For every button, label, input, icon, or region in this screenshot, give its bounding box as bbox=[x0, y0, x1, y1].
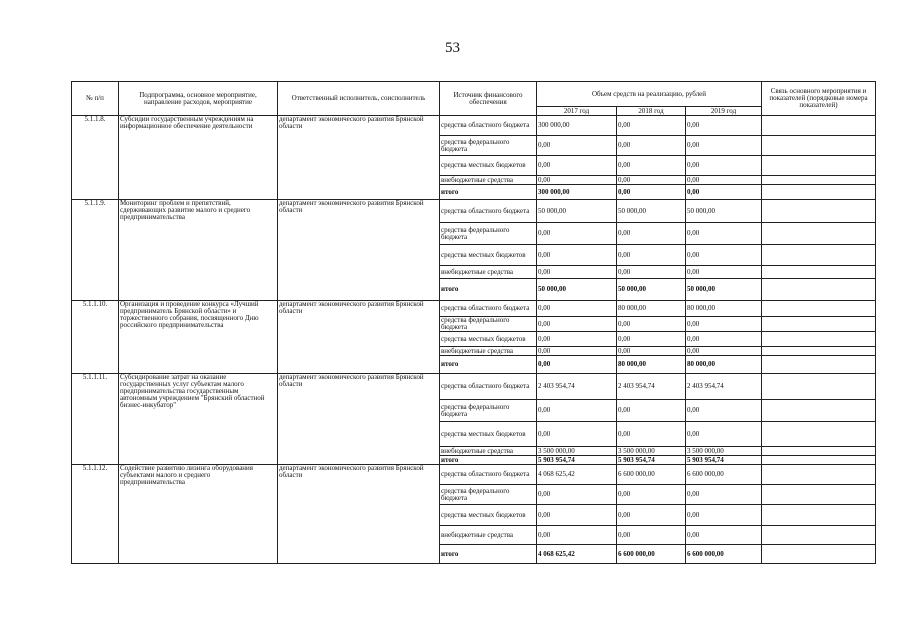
funding-source: средства областного бюджета bbox=[440, 301, 537, 317]
budget-table bbox=[71, 81, 876, 564]
amount-cell: 0,00 bbox=[686, 332, 762, 347]
amount-cell: 6 600 000,00 bbox=[686, 545, 762, 564]
link-cell bbox=[762, 456, 876, 465]
link-cell bbox=[762, 447, 876, 456]
funding-source: итого bbox=[440, 456, 537, 465]
funding-source: средства федерального бюджета bbox=[440, 136, 537, 156]
amount-cell: 4 068 625,42 bbox=[537, 465, 617, 485]
amount-cell: 3 500 000,00 bbox=[617, 447, 686, 456]
link-cell bbox=[762, 545, 876, 564]
funding-source: средства местных бюджетов bbox=[440, 156, 537, 176]
amount-cell: 3 500 000,00 bbox=[537, 447, 617, 456]
amount-cell: 2 403 954,74 bbox=[617, 374, 686, 400]
link-cell bbox=[762, 136, 876, 156]
amount-cell: 0,00 bbox=[686, 266, 762, 279]
funding-source: итого bbox=[440, 545, 537, 564]
link-cell bbox=[762, 185, 876, 200]
funding-source: средства федерального бюджета bbox=[440, 317, 537, 332]
program-name: Содействие развитию лизинга оборудования субъектами малого и среднего предпринимательства bbox=[119, 465, 278, 564]
funding-source: средства областного бюджета bbox=[440, 374, 537, 400]
amount-cell: 50 000,00 bbox=[686, 279, 762, 301]
funding-source: итого bbox=[440, 279, 537, 301]
amount-cell: 0,00 bbox=[537, 317, 617, 332]
link-cell bbox=[762, 317, 876, 332]
amount-cell: 0,00 bbox=[537, 266, 617, 279]
amount-cell: 0,00 bbox=[617, 485, 686, 505]
funding-source: итого bbox=[440, 185, 537, 200]
funding-source: средства федерального бюджета bbox=[440, 485, 537, 505]
amount-cell: 50 000,00 bbox=[537, 200, 617, 223]
header-program: Подпрограмма, основное мероприятие, направление расходов, мероприятие bbox=[119, 82, 278, 116]
amount-cell: 5 903 954,74 bbox=[617, 456, 686, 465]
amount-cell: 0,00 bbox=[686, 485, 762, 505]
amount-cell: 0,00 bbox=[537, 526, 617, 545]
amount-cell: 50 000,00 bbox=[617, 279, 686, 301]
link-cell bbox=[762, 245, 876, 266]
table-row bbox=[72, 465, 876, 485]
amount-cell: 0,00 bbox=[537, 332, 617, 347]
funding-source: внебюджетные средства bbox=[440, 266, 537, 279]
amount-cell: 0,00 bbox=[686, 347, 762, 356]
amount-cell: 0,00 bbox=[617, 505, 686, 526]
table-body bbox=[72, 116, 876, 564]
amount-cell: 5 903 954,74 bbox=[537, 456, 617, 465]
amount-cell: 50 000,00 bbox=[617, 200, 686, 223]
table-row bbox=[72, 374, 876, 400]
funding-source: внебюджетные средства bbox=[440, 176, 537, 185]
amount-cell: 0,00 bbox=[537, 176, 617, 185]
amount-cell: 0,00 bbox=[686, 245, 762, 266]
link-cell bbox=[762, 332, 876, 347]
amount-cell: 0,00 bbox=[537, 245, 617, 266]
amount-cell: 0,00 bbox=[537, 136, 617, 156]
amount-cell: 0,00 bbox=[537, 156, 617, 176]
table-row bbox=[72, 116, 876, 136]
amount-cell: 0,00 bbox=[617, 223, 686, 245]
funding-source: средства областного бюджета bbox=[440, 200, 537, 223]
amount-cell: 0,00 bbox=[537, 223, 617, 245]
amount-cell: 0,00 bbox=[686, 176, 762, 185]
amount-cell: 0,00 bbox=[617, 317, 686, 332]
amount-cell: 0,00 bbox=[617, 526, 686, 545]
link-cell bbox=[762, 156, 876, 176]
table-row bbox=[72, 301, 876, 317]
program-name: Субсидирование затрат на оказание государственных услуг субъектам малого предпринимательства государственным автономным учреждением "Брянский областной бизнес-инкубатор" bbox=[119, 374, 278, 465]
amount-cell: 0,00 bbox=[537, 347, 617, 356]
amount-cell: 0,00 bbox=[617, 136, 686, 156]
amount-cell: 0,00 bbox=[537, 422, 617, 447]
funding-source: средства местных бюджетов bbox=[440, 422, 537, 447]
amount-cell: 0,00 bbox=[686, 317, 762, 332]
amount-cell: 0,00 bbox=[617, 400, 686, 422]
header-year-2017: 2017 год bbox=[537, 107, 617, 116]
row-number: 5.1.1.11. bbox=[72, 374, 119, 465]
amount-cell: 0,00 bbox=[686, 526, 762, 545]
amount-cell: 0,00 bbox=[617, 347, 686, 356]
amount-cell: 0,00 bbox=[617, 245, 686, 266]
amount-cell: 300 000,00 bbox=[537, 185, 617, 200]
amount-cell: 0,00 bbox=[617, 422, 686, 447]
amount-cell: 300 000,00 bbox=[537, 116, 617, 136]
funding-source: внебюджетные средства bbox=[440, 347, 537, 356]
amount-cell: 0,00 bbox=[686, 136, 762, 156]
header-source: Источник финансового обеспечения bbox=[440, 82, 537, 116]
amount-cell: 0,00 bbox=[537, 485, 617, 505]
link-cell bbox=[762, 176, 876, 185]
executor: департамент экономического развития Брянской области bbox=[278, 374, 440, 465]
executor: департамент экономического развития Брянской области bbox=[278, 465, 440, 564]
funding-source: средства областного бюджета bbox=[440, 116, 537, 136]
amount-cell: 0,00 bbox=[617, 176, 686, 185]
amount-cell: 0,00 bbox=[537, 400, 617, 422]
executor: департамент экономического развития Брянской области bbox=[278, 301, 440, 374]
table-row bbox=[72, 200, 876, 223]
amount-cell: 80 000,00 bbox=[617, 301, 686, 317]
header-num: № п/п bbox=[72, 82, 119, 116]
header-volume: Объем средств на реализацию, рублей bbox=[537, 82, 762, 107]
amount-cell: 0,00 bbox=[686, 116, 762, 136]
amount-cell: 6 600 000,00 bbox=[617, 465, 686, 485]
amount-cell: 50 000,00 bbox=[686, 200, 762, 223]
executor: департамент экономического развития Брянской области bbox=[278, 200, 440, 301]
amount-cell: 80 000,00 bbox=[617, 356, 686, 374]
row-number: 5.1.1.8. bbox=[72, 116, 119, 200]
amount-cell: 0,00 bbox=[686, 422, 762, 447]
funding-source: внебюджетные средства bbox=[440, 526, 537, 545]
funding-source: средства федерального бюджета bbox=[440, 223, 537, 245]
amount-cell: 0,00 bbox=[686, 400, 762, 422]
amount-cell: 0,00 bbox=[617, 332, 686, 347]
funding-source: средства областного бюджета bbox=[440, 465, 537, 485]
header-year-2019: 2019 год bbox=[686, 107, 762, 116]
link-cell bbox=[762, 374, 876, 400]
link-cell bbox=[762, 526, 876, 545]
amount-cell: 0,00 bbox=[617, 116, 686, 136]
link-cell bbox=[762, 422, 876, 447]
funding-source: итого bbox=[440, 356, 537, 374]
amount-cell: 4 068 625,42 bbox=[537, 545, 617, 564]
amount-cell: 6 600 000,00 bbox=[617, 545, 686, 564]
header-executor: Ответственный исполнитель, соисполнитель bbox=[278, 82, 440, 116]
amount-cell: 0,00 bbox=[537, 356, 617, 374]
amount-cell: 80 000,00 bbox=[686, 356, 762, 374]
link-cell bbox=[762, 200, 876, 223]
funding-source: внебюджетные средства bbox=[440, 447, 537, 456]
header-link: Связь основного мероприятия и показателей (порядковые номера показателей) bbox=[762, 82, 876, 116]
amount-cell: 80 000,00 bbox=[686, 301, 762, 317]
row-number: 5.1.1.12. bbox=[72, 465, 119, 564]
amount-cell: 50 000,00 bbox=[537, 279, 617, 301]
funding-source: средства местных бюджетов bbox=[440, 505, 537, 526]
amount-cell: 2 403 954,74 bbox=[537, 374, 617, 400]
program-name: Субсидии государственным учреждениям на информационное обеспечение деятельности bbox=[119, 116, 278, 200]
link-cell bbox=[762, 356, 876, 374]
row-number: 5.1.1.9. bbox=[72, 200, 119, 301]
amount-cell: 3 500 000,00 bbox=[686, 447, 762, 456]
amount-cell: 5 903 954,74 bbox=[686, 456, 762, 465]
amount-cell: 0,00 bbox=[537, 505, 617, 526]
link-cell bbox=[762, 465, 876, 485]
link-cell bbox=[762, 301, 876, 317]
program-name: Мониторинг проблем и препятствий, сдерживающих развитие малого и среднего предпринимательства bbox=[119, 200, 278, 301]
amount-cell: 0,00 bbox=[617, 185, 686, 200]
link-cell bbox=[762, 116, 876, 136]
link-cell bbox=[762, 223, 876, 245]
amount-cell: 0,00 bbox=[686, 505, 762, 526]
amount-cell: 2 403 954,74 bbox=[686, 374, 762, 400]
amount-cell: 0,00 bbox=[617, 156, 686, 176]
amount-cell: 6 600 000,00 bbox=[686, 465, 762, 485]
amount-cell: 0,00 bbox=[617, 266, 686, 279]
link-cell bbox=[762, 400, 876, 422]
link-cell bbox=[762, 266, 876, 279]
link-cell bbox=[762, 279, 876, 301]
program-name: Организация и проведение конкурса «Лучший предприниматель Брянской области» и торжественного собрания, посвященного Дню российского предпринимательства bbox=[119, 301, 278, 374]
amount-cell: 0,00 bbox=[686, 156, 762, 176]
page-number: 53 bbox=[445, 40, 460, 56]
link-cell bbox=[762, 485, 876, 505]
funding-source: средства федерального бюджета bbox=[440, 400, 537, 422]
amount-cell: 0,00 bbox=[686, 223, 762, 245]
link-cell bbox=[762, 505, 876, 526]
amount-cell: 0,00 bbox=[686, 185, 762, 200]
funding-source: средства местных бюджетов bbox=[440, 245, 537, 266]
funding-source: средства местных бюджетов bbox=[440, 332, 537, 347]
link-cell bbox=[762, 347, 876, 356]
header-year-2018: 2018 год bbox=[617, 107, 686, 116]
row-number: 5.1.1.10. bbox=[72, 301, 119, 374]
executor: департамент экономического развития Брянской области bbox=[278, 116, 440, 200]
amount-cell: 0,00 bbox=[537, 301, 617, 317]
